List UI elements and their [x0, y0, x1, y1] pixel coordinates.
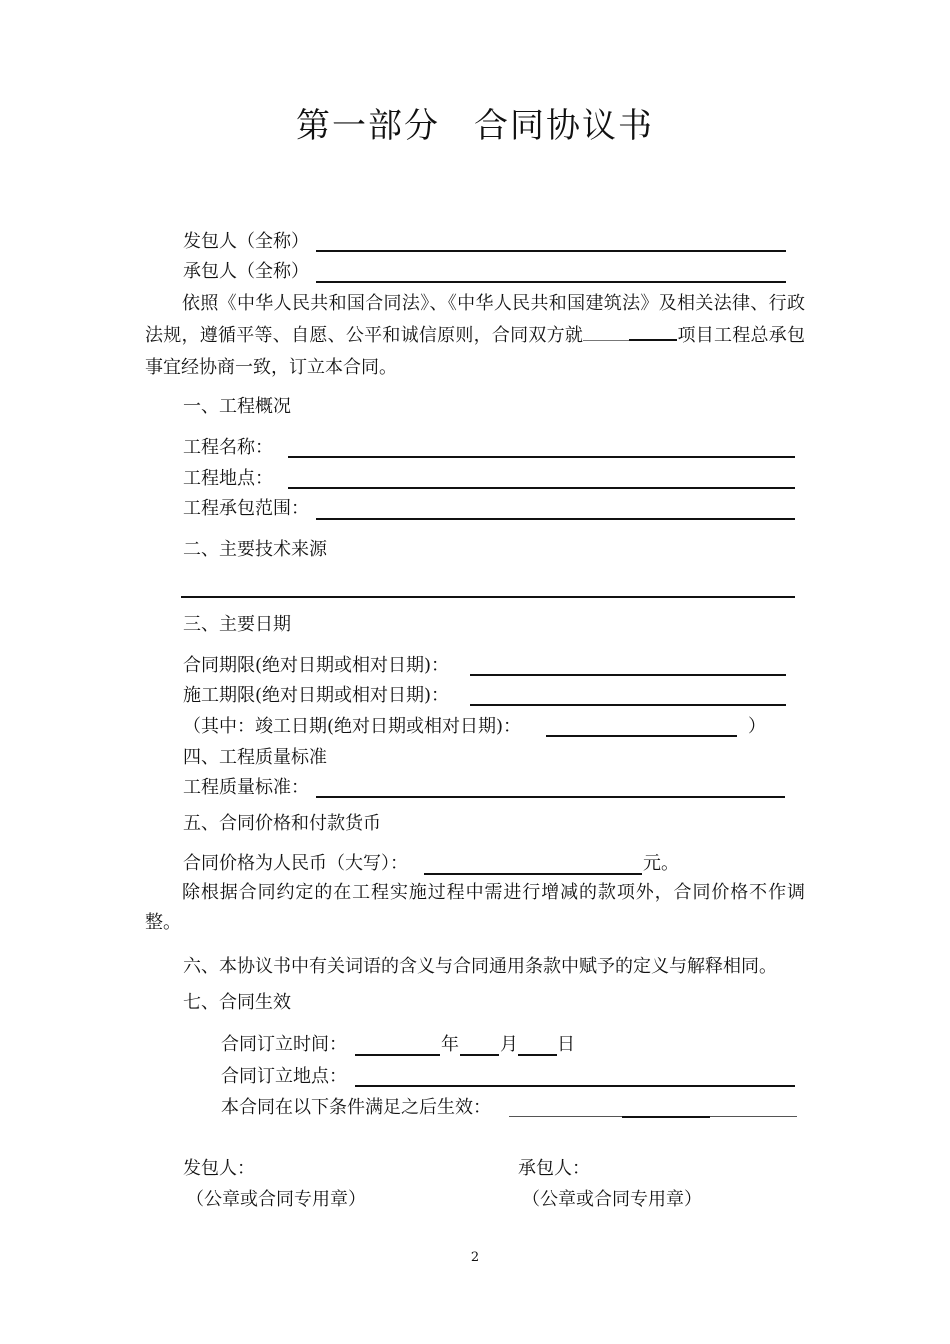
contract-price-label: 合同价格为人民币（大写）：: [183, 853, 408, 874]
effective-condition-label: 本合同在以下条件满足之后生效：: [221, 1097, 491, 1118]
signing-year-field[interactable]: [355, 1054, 440, 1056]
project-location-label: 工程地点：: [183, 468, 273, 489]
page-title: [0, 98, 950, 147]
intro-text-after: 项目工程总承包事宜经协商一致，订立本合同。: [145, 325, 806, 378]
year-label: 年: [441, 1034, 459, 1055]
signing-place-field[interactable]: [355, 1085, 795, 1087]
contractor-sign-label: 承包人：: [518, 1158, 590, 1179]
month-label: 月: [500, 1034, 518, 1055]
project-scope-field[interactable]: [316, 518, 795, 520]
quality-standard-label: 工程质量标准：: [183, 777, 309, 798]
contractor-fullname-field[interactable]: [316, 281, 786, 283]
price-adjust-note: 除根据合同约定的在工程实施过程中需进行增减的款项外，合同价格不作调整。: [145, 882, 805, 933]
contractor-seal-note: （公章或合同专用章）: [522, 1189, 702, 1210]
contractor-fullname-label: 承包人（全称）: [183, 261, 309, 282]
employer-fullname-field[interactable]: [316, 250, 786, 252]
construction-period-field[interactable]: [470, 704, 786, 706]
completion-date-label: （其中：竣工日期(绝对日期或相对日期)：: [183, 716, 522, 737]
sec3-heading: 三、主要日期: [183, 614, 291, 635]
signing-day-field[interactable]: [518, 1054, 557, 1056]
intro-text-before: 依照《中华人民共和国合同法》、《中华人民共和国建筑法》及相关法律、行政法规，遵循平等、自愿、公平和诚信原则，合同双方就: [145, 293, 805, 346]
intro-paragraph: [145, 288, 805, 384]
signing-month-field[interactable]: [460, 1054, 499, 1056]
employer-seal-note: （公章或合同专用章）: [186, 1189, 366, 1210]
page-number: 2: [470, 1250, 480, 1265]
signing-time-label: 合同订立时间：: [221, 1034, 347, 1055]
sec5-heading: 五、合同价格和付款货币: [183, 813, 381, 834]
contract-period-field[interactable]: [470, 674, 786, 676]
sec1-heading: 一、工程概况: [183, 396, 291, 417]
sec2-heading: 二、主要技术来源: [183, 539, 327, 560]
title-part: 第一部分: [296, 106, 440, 146]
contract-price-field[interactable]: [424, 873, 642, 875]
signing-place-label: 合同订立地点：: [221, 1066, 347, 1087]
employer-fullname-label: 发包人（全称）: [183, 231, 309, 252]
project-location-field[interactable]: [288, 487, 795, 489]
project-scope-label: 工程承包范围：: [183, 498, 309, 519]
construction-period-label: 施工期限(绝对日期或相对日期)：: [183, 685, 450, 706]
employer-sign-label: 发包人：: [183, 1158, 255, 1179]
completion-date-field[interactable]: [546, 735, 737, 737]
project-name-field[interactable]: [288, 456, 795, 458]
contract-period-label: 合同期限(绝对日期或相对日期)：: [183, 655, 450, 676]
effective-condition-field-c[interactable]: [710, 1116, 797, 1117]
effective-condition-field-b[interactable]: [622, 1116, 710, 1118]
effective-condition-field-a[interactable]: [509, 1116, 622, 1117]
sec4-heading: 四、工程质量标准: [183, 747, 327, 768]
completion-date-close: ）: [748, 716, 766, 737]
title-name: 合同协议书: [474, 106, 654, 146]
sec7-heading: 七、合同生效: [183, 992, 291, 1013]
quality-standard-field[interactable]: [316, 796, 785, 798]
day-label: 日: [557, 1034, 575, 1055]
project-name-label: 工程名称：: [183, 437, 273, 458]
project-name-blank[interactable]: [629, 321, 677, 341]
technology-source-field[interactable]: [181, 596, 795, 598]
contract-price-unit: 元。: [643, 853, 679, 874]
project-name-blank-thin[interactable]: [583, 322, 629, 341]
sec6-text: 六、本协议书中有关词语的含义与合同通用条款中赋予的定义与解释相同。: [183, 956, 777, 977]
